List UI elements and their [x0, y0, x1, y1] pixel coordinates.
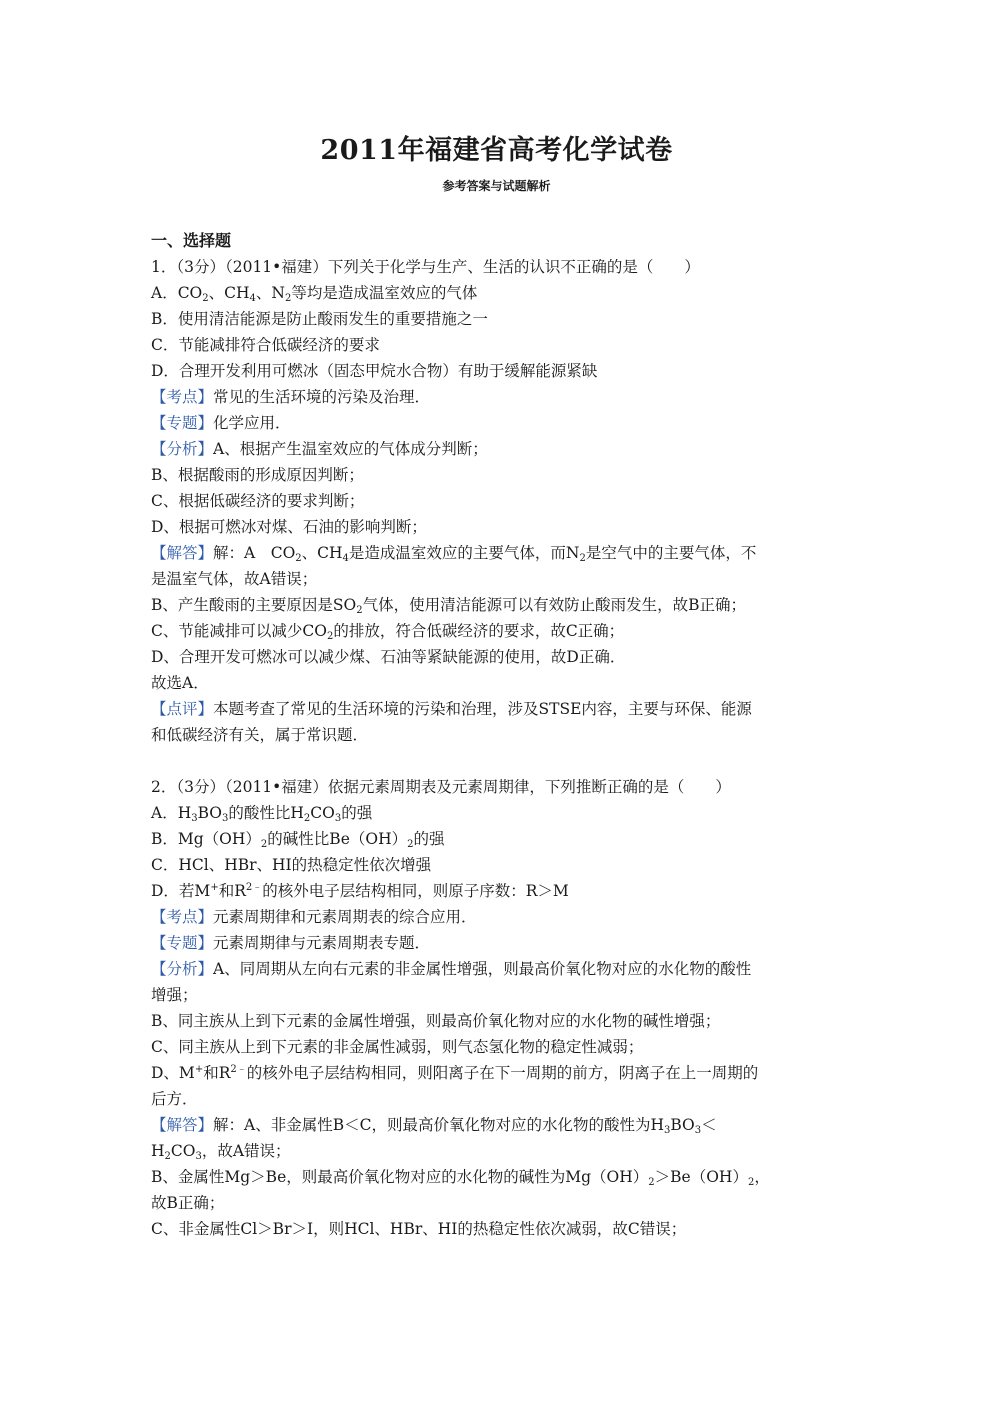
- subscript: 2: [407, 839, 414, 850]
- subscript: 2: [284, 293, 292, 304]
- text-segment: 、CH: [301, 544, 343, 562]
- text-segment: 的核外电子层结构相同，则原子序数：R＞M: [262, 882, 569, 900]
- text-line: [151, 410, 841, 436]
- text-segment: 的强: [341, 804, 373, 822]
- text-segment: ＞Be（OH）: [654, 1168, 748, 1186]
- text-segment: 的强: [413, 830, 445, 848]
- text-segment: 元素周期律与元素周期表专题．: [213, 934, 431, 952]
- text-segment: 的酸性比H: [228, 804, 304, 822]
- text-segment: A、同周期从左向右元素的非金属性增强，则最高价氧化物对应的水化物的酸性: [213, 960, 752, 978]
- text-segment: 和R: [218, 882, 246, 900]
- text-line: [151, 826, 841, 852]
- text-segment: 的排放，符合低碳经济的要求，故C正确；: [333, 622, 625, 640]
- text-line: [151, 358, 841, 384]
- text-segment: C、根据低碳经济的要求判断；: [151, 492, 365, 510]
- text-segment: 和低碳经济有关，属于常识题．: [151, 726, 369, 744]
- text-segment: 故选A．: [151, 674, 209, 692]
- text-segment: A．CO: [151, 284, 203, 302]
- text-line: [151, 254, 841, 280]
- text-segment: 气体，使用清洁能源可以有效防止酸雨发生，故B正确；: [362, 596, 746, 614]
- text-segment: BO: [670, 1116, 695, 1134]
- superscript: +: [194, 1064, 204, 1075]
- section-tag: 【分析】: [151, 960, 214, 978]
- text-segment: A．H: [151, 804, 192, 822]
- text-line: [151, 436, 841, 462]
- text-segment: B、金属性Mg＞Be，则最高价氧化物对应的水化物的碱性为Mg（OH）: [151, 1168, 649, 1186]
- text-line: [151, 852, 841, 878]
- text-segment: 故B正确；: [151, 1194, 225, 1212]
- text-line: [151, 1060, 841, 1086]
- text-line: [151, 956, 841, 982]
- text-segment: 后方．: [151, 1090, 198, 1108]
- text-segment: 2．（3分）（2011•福建）依据元素周期表及元素周期律，下列推断正确的是（ ）: [151, 778, 731, 796]
- text-line: [151, 1112, 841, 1138]
- text-segment: 元素周期律和元素周期表的综合应用．: [213, 908, 477, 926]
- text-segment: BO: [197, 804, 222, 822]
- text-segment: H: [151, 1142, 165, 1160]
- text-segment: C、非金属性Cl＞Br＞I，则HCl、HBr、HI的热稳定性依次减弱，故C错误；: [151, 1220, 687, 1238]
- section-tag: 【解答】: [151, 544, 214, 562]
- text-segment: B、产生酸雨的主要原因是SO: [151, 596, 357, 614]
- document-subtitle: 参考答案与试题解析: [442, 179, 551, 193]
- text-line: [151, 1086, 841, 1112]
- superscript: +: [210, 882, 219, 893]
- text-line: [151, 930, 841, 956]
- section-tag: 【分析】: [151, 440, 214, 458]
- text-segment: 化学应用．: [213, 414, 291, 432]
- text-line: [151, 1164, 841, 1190]
- text-segment: ，故A错误；: [201, 1142, 291, 1160]
- text-segment: B、同主族从上到下元素的金属性增强，则最高价氧化物对应的水化物的碱性增强；: [151, 1012, 721, 1030]
- subscript: 2: [295, 553, 302, 564]
- blank-line: [151, 748, 841, 774]
- text-line: [151, 592, 841, 618]
- section-tag: 【点评】: [151, 700, 214, 718]
- subscript: 3: [694, 1125, 702, 1136]
- text-line: [151, 800, 841, 826]
- text-segment: 本题考查了常见的生活环境的污染和治理，涉及STSE内容，主要与环保、能源: [213, 700, 752, 718]
- text-segment: D．若M: [151, 882, 211, 900]
- text-line: [151, 904, 841, 930]
- section-tag: 【考点】: [151, 388, 214, 406]
- subscript: 2: [303, 813, 311, 824]
- subscript: 3: [663, 1125, 671, 1136]
- subscript: 2: [579, 553, 586, 564]
- text-segment: C．HCl、HBr、HI的热稳定性依次增强: [151, 856, 432, 874]
- text-line: [151, 306, 841, 332]
- text-segment: ＜: [701, 1116, 717, 1134]
- text-line: [151, 1138, 841, 1164]
- superscript: 2﹣: [230, 1064, 247, 1075]
- subscript: 3: [195, 1151, 202, 1162]
- text-segment: B．Mg（OH）: [151, 830, 261, 848]
- text-line: [151, 982, 841, 1008]
- text-line: [151, 514, 841, 540]
- subscript: 2: [202, 293, 209, 304]
- subscript: 2: [648, 1177, 655, 1188]
- subscript: 4: [249, 293, 256, 304]
- text-segment: A、根据产生温室效应的气体成分判断；: [213, 440, 488, 458]
- text-line: [151, 670, 841, 696]
- question-lines: [151, 254, 841, 1242]
- text-segment: 的碱性比Be（OH）: [267, 830, 408, 848]
- text-segment: 1．（3分）（2011•福建）下列关于化学与生产、生活的认识不正确的是（ ）: [151, 258, 700, 276]
- text-line: [151, 462, 841, 488]
- text-segment: D、根据可燃冰对煤、石油的影响判断；: [151, 518, 427, 536]
- section-tag: 【专题】: [151, 414, 214, 432]
- text-segment: 和R: [203, 1064, 231, 1082]
- text-segment: 的核外电子层结构相同，则阳离子在下一周期的前方，阴离子在上一周期的: [246, 1064, 759, 1082]
- text-line: [151, 644, 841, 670]
- text-segment: D、合理开发可燃冰可以减少煤、石油等紧缺能源的使用，故D正确．: [151, 648, 626, 666]
- text-segment: ，: [754, 1168, 770, 1186]
- text-segment: D．合理开发利用可燃冰（固态甲烷水合物）有助于缓解能源紧缺: [151, 362, 598, 380]
- text-segment: 是温室气体，故A错误；: [151, 570, 318, 588]
- text-line: [151, 1034, 841, 1060]
- subscript: 2: [326, 631, 334, 642]
- text-segment: 增强；: [151, 986, 198, 1004]
- text-segment: 常见的生活环境的污染及治理．: [213, 388, 431, 406]
- subscript: 4: [342, 553, 349, 564]
- text-line: [151, 878, 841, 904]
- text-segment: 解：A、非金属性B＜C，则最高价氧化物对应的水化物的酸性为H: [213, 1116, 664, 1134]
- section-tag: 【解答】: [151, 1116, 214, 1134]
- subscript: 2: [164, 1151, 171, 1162]
- text-line: [151, 1216, 841, 1242]
- text-line: [151, 774, 841, 800]
- superscript: 2﹣: [245, 882, 263, 893]
- section-tag: 【考点】: [151, 908, 214, 926]
- text-line: [151, 566, 841, 592]
- text-line: [151, 384, 841, 410]
- text-line: [151, 722, 841, 748]
- subscript: 2: [747, 1177, 755, 1188]
- text-segment: CO: [170, 1142, 196, 1160]
- text-segment: 解：A CO: [213, 544, 296, 562]
- text-segment: B、根据酸雨的形成原因判断；: [151, 466, 364, 484]
- text-segment: B．使用清洁能源是防止酸雨发生的重要措施之一: [151, 310, 488, 328]
- subscript: 2: [356, 605, 363, 616]
- text-segment: C、同主族从上到下元素的非金属性减弱，则气态氢化物的稳定性减弱；: [151, 1038, 644, 1056]
- document-body: [151, 228, 841, 1242]
- subscript: 2: [260, 839, 268, 850]
- text-segment: CO: [310, 804, 335, 822]
- text-line: [151, 1190, 841, 1216]
- subscript: 3: [334, 813, 342, 824]
- section-tag: 【专题】: [151, 934, 214, 952]
- subscript: 3: [221, 813, 229, 824]
- text-segment: 等均是造成温室效应的气体: [291, 284, 478, 302]
- text-line: [151, 618, 841, 644]
- text-segment: C．节能减排符合低碳经济的要求: [151, 336, 380, 354]
- text-segment: 是空气中的主要气体，不: [585, 544, 757, 562]
- section-heading: 一、选择题: [151, 231, 232, 250]
- subscript: 3: [191, 813, 198, 824]
- text-segment: C、节能减排可以减少CO: [151, 622, 327, 640]
- text-line: [151, 1008, 841, 1034]
- document-title: 2011年福建省高考化学试卷: [320, 135, 673, 166]
- text-line: [151, 488, 841, 514]
- text-line: [151, 696, 841, 722]
- text-segment: D、M: [151, 1064, 195, 1082]
- text-line: [151, 332, 841, 358]
- text-line: [151, 540, 841, 566]
- text-segment: 、CH: [208, 284, 250, 302]
- text-line: [151, 280, 841, 306]
- text-segment: 是造成温室效应的主要气体，而N: [348, 544, 580, 562]
- text-segment: 、N: [255, 284, 285, 302]
